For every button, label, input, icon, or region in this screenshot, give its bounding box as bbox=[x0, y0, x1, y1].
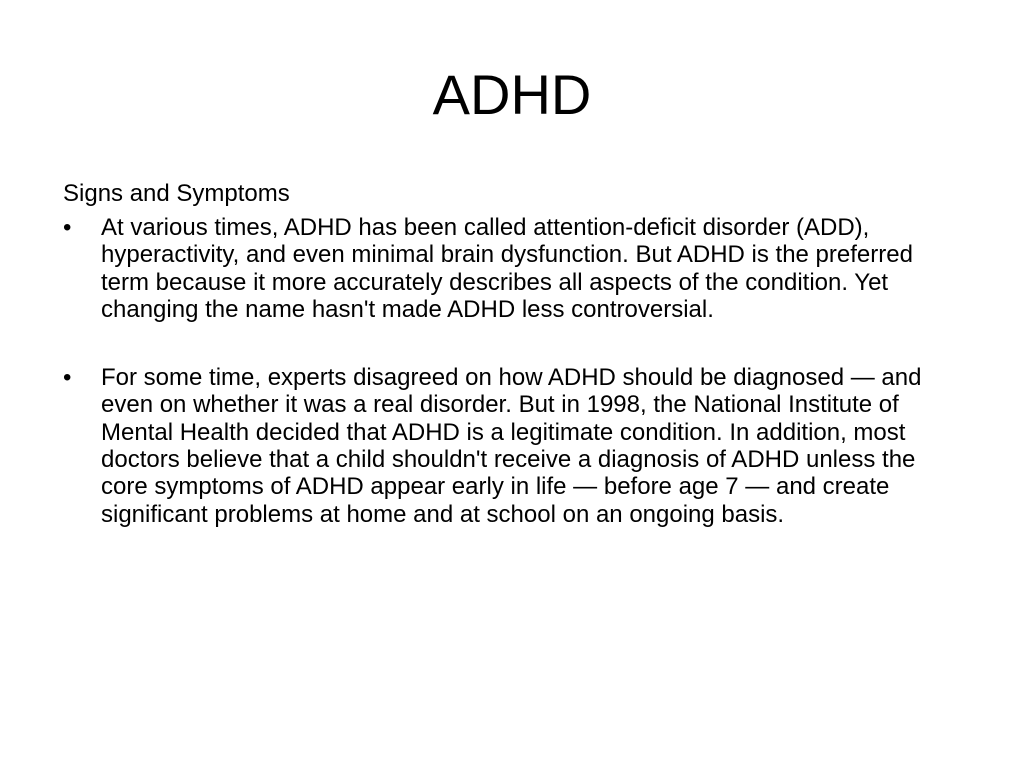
bullet-icon: • bbox=[63, 364, 72, 392]
slide-body bbox=[63, 180, 963, 528]
bullet-icon: • bbox=[63, 214, 72, 241]
section-subheading: Signs and Symptoms bbox=[63, 180, 290, 207]
bullet-text: For some time, experts disagreed on how ADHD should be diagnosed — and even on whether it was a real disorder. But in 1998, the National Institute of Mental Health decided that ADHD is a legitimate condition. In addition, most doctors believe that a child shouldn't receive a diagnosis of ADHD unless the core symptoms of ADHD appear early in life — before age 7 — and create significant problems at home and at school on an ongoing basis. bbox=[101, 364, 922, 528]
bullet-item bbox=[63, 364, 963, 528]
bullet-text: At various times, ADHD has been called attention-deficit disorder (ADD), hyperactivity, and even minimal brain dysfunction. But ADHD is the preferred term because it more accurately describes all aspects of the condition. Yet changing the name hasn't made ADHD less controversial. bbox=[101, 214, 913, 323]
slide-title: ADHD bbox=[432, 63, 592, 126]
bullet-list bbox=[63, 214, 963, 528]
bullet-item bbox=[63, 214, 963, 323]
